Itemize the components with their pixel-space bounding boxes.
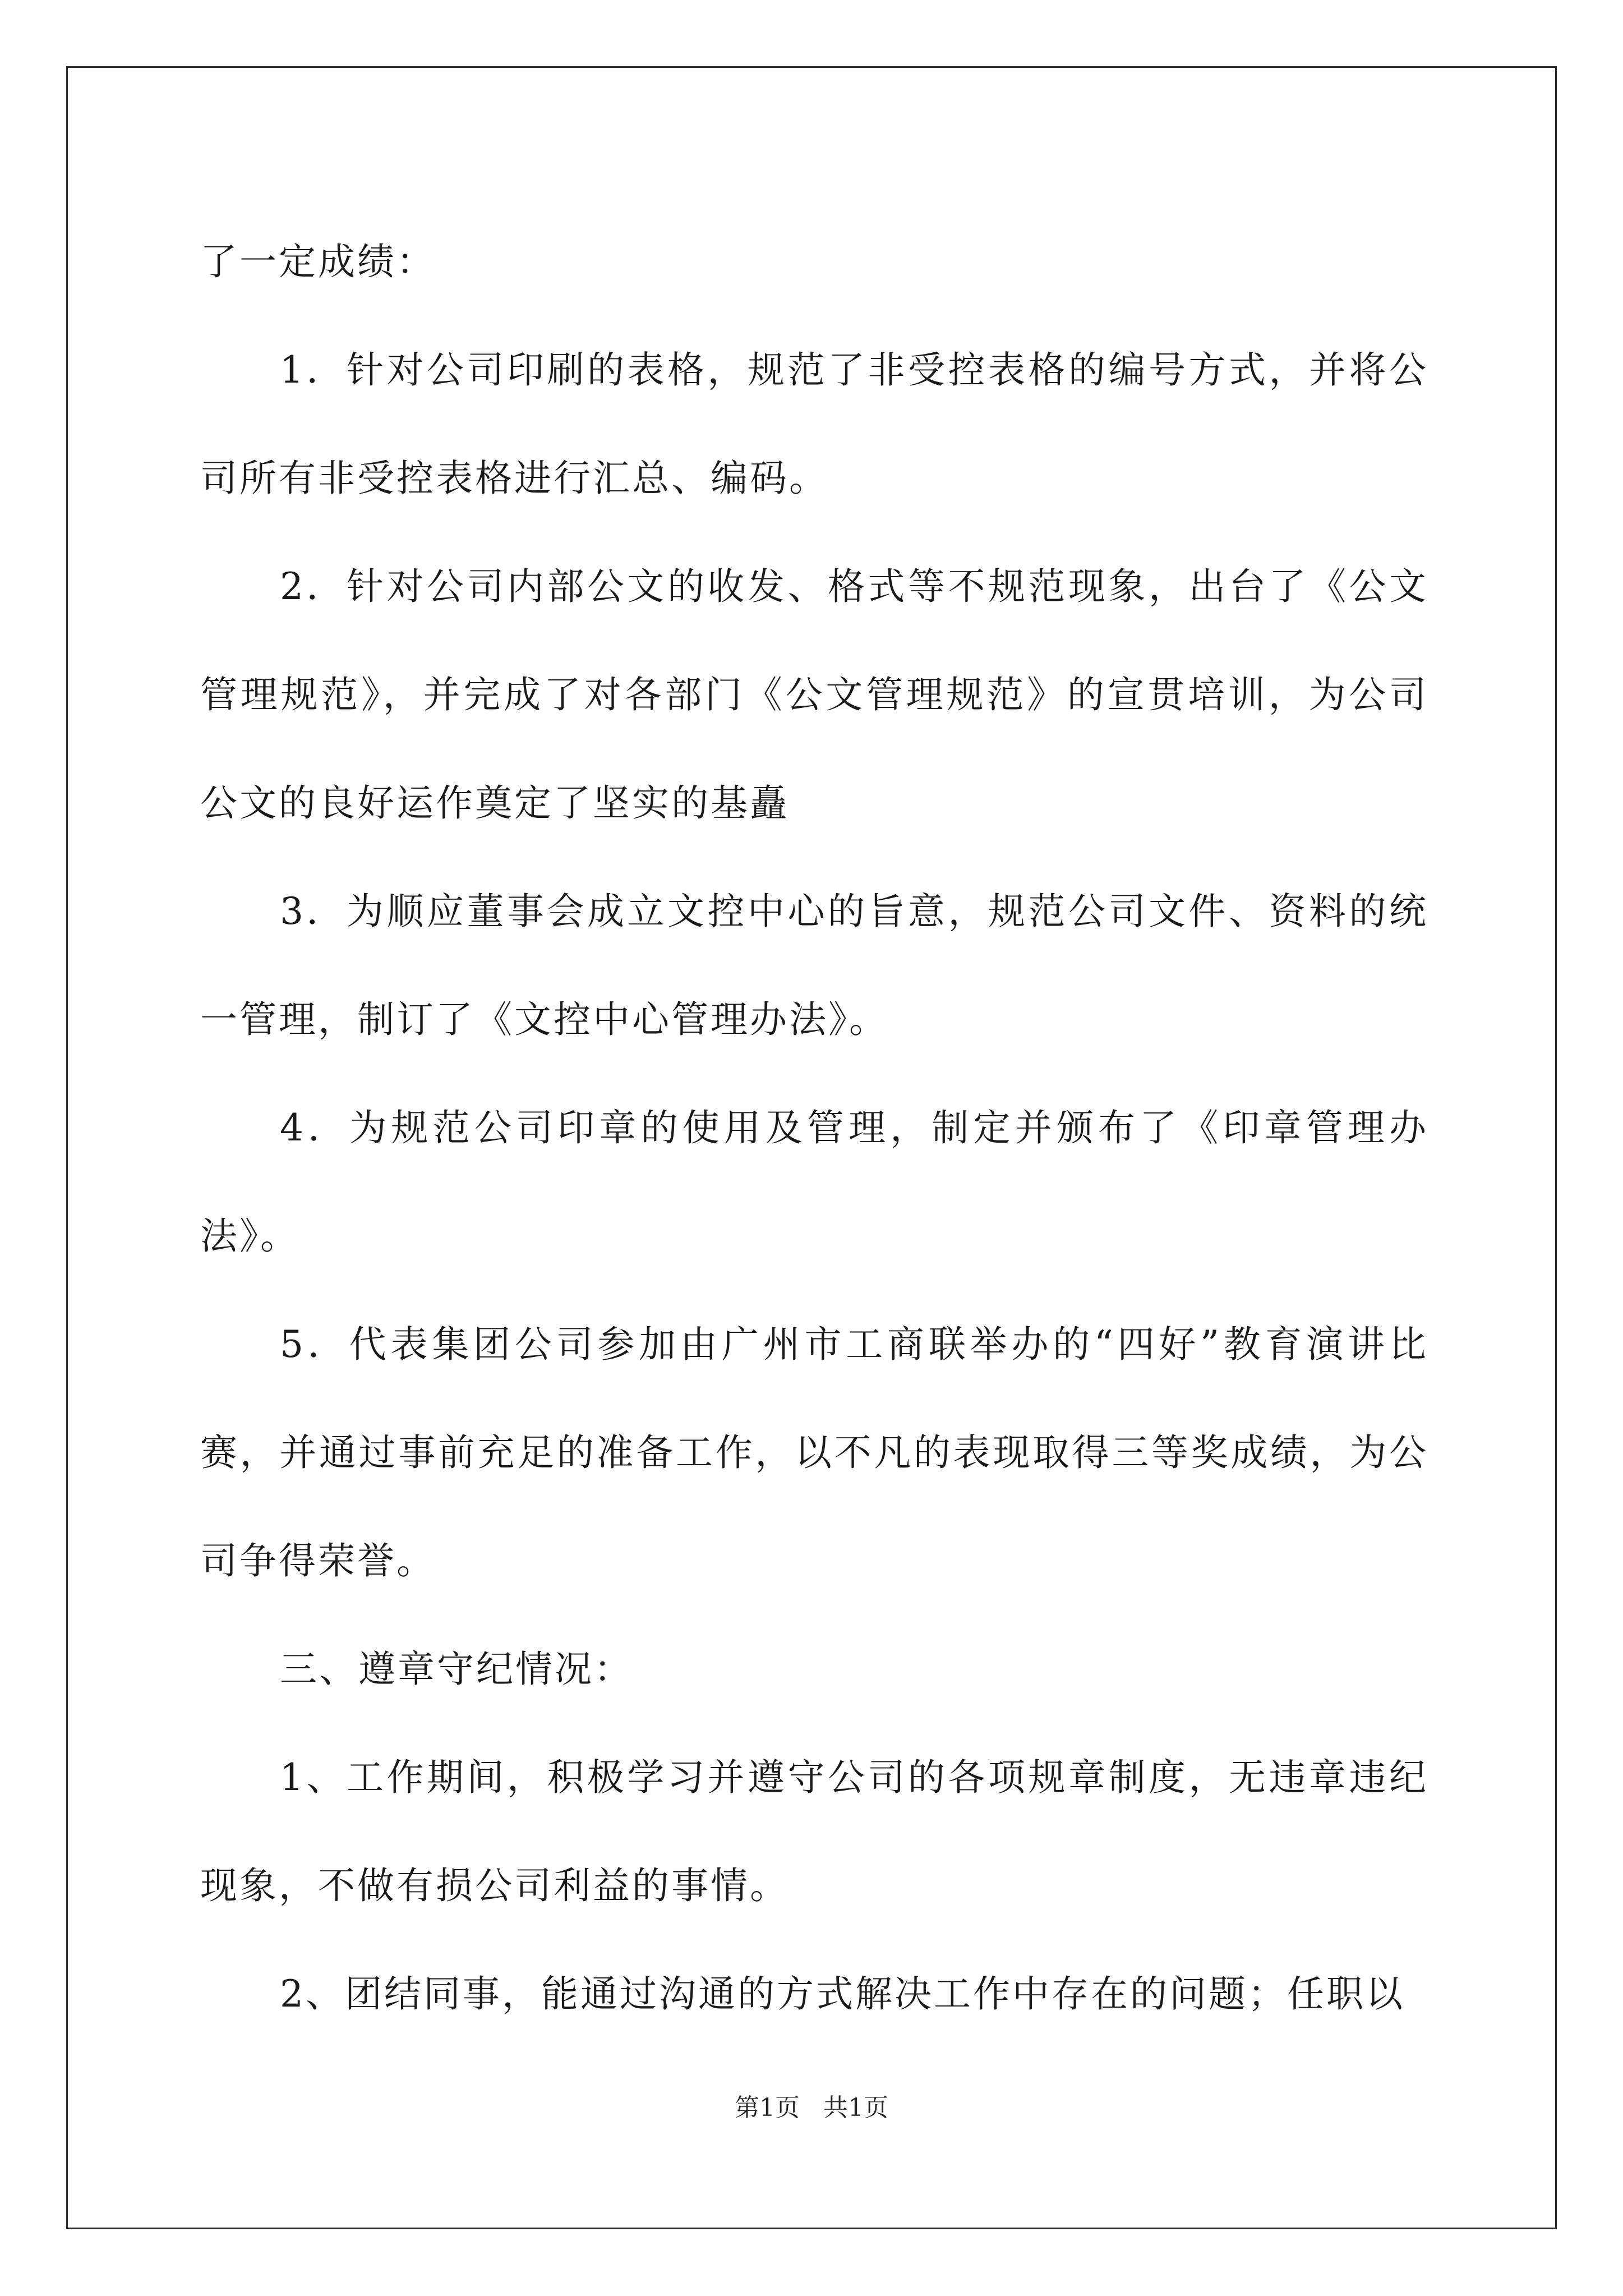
paragraph-continuation: 了一定成绩： xyxy=(200,240,436,283)
paragraph-item-3: 3．为顺应董事会成立文控中心的旨意，规范公司文件、资料的统一管理，制订了《文控中心管理办法》。 xyxy=(200,890,1428,1041)
paragraph-discipline-2: 2、团结同事，能通过沟通的方式解决工作中存在的问题；任职以 xyxy=(280,1972,1405,2016)
paragraph-item-2: 2．针对公司内部公文的收发、格式等不规范现象，出台了《公文管理规范》，并完成了对各部门《公文管理规范》的宣贯培训，为公司公文的良好运作奠定了坚实的基矗 xyxy=(200,565,1428,825)
page-number: 第1页 xyxy=(735,2093,800,2122)
paragraph-item-4: 4．为规范公司印章的使用及管理，制定并颁布了《印章管理办法》。 xyxy=(200,1106,1428,1258)
total-pages: 共1页 xyxy=(823,2093,888,2122)
paragraph-item-1: 1．针对公司印刷的表格，规范了非受控表格的编号方式，并将公司所有非受控表格进行汇总、编码。 xyxy=(200,348,1428,500)
footer-spacer xyxy=(800,2093,823,2122)
page-footer xyxy=(0,2091,1623,2125)
paragraph-item-5: 5．代表集团公司参加由广州市工商联举办的“四好”教育演讲比赛，并通过事前充足的准备工作，以不凡的表现取得三等奖成绩，为公司争得荣誉。 xyxy=(200,1323,1428,1582)
document-body xyxy=(200,208,1428,2048)
paragraph-discipline-1: 1、工作期间，积极学习并遵守公司的各项规章制度，无违章违纪现象，不做有损公司利益的事情。 xyxy=(200,1756,1428,1907)
section-heading-discipline: 三、遵章守纪情况： xyxy=(280,1648,633,1691)
